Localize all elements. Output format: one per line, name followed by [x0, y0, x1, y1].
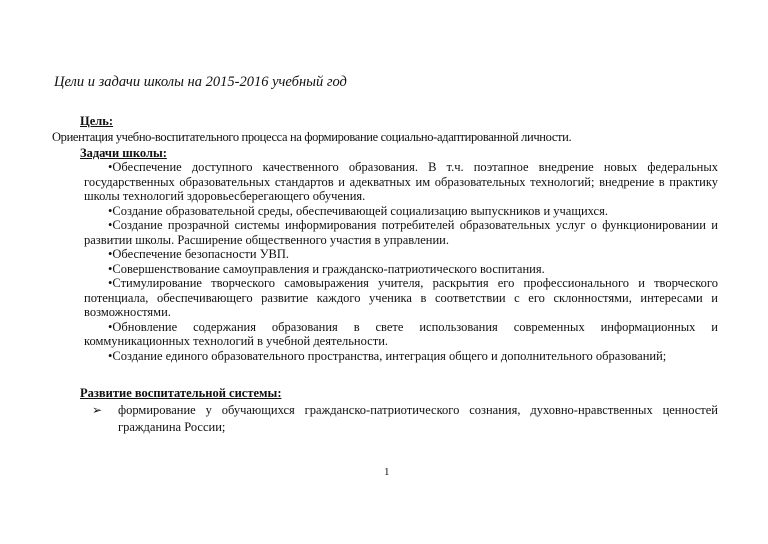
task-text: Совершенствование самоуправления и гражданско-патриотического воспитания.: [112, 261, 545, 276]
bullet-icon: •: [108, 348, 113, 363]
tasks-heading: Задачи школы:: [80, 146, 167, 160]
development-text: формирование у обучающихся гражданско-патриотического сознания, духовно-нравственных ценностей гражданина России;: [118, 403, 718, 434]
bullet-icon: •: [108, 247, 113, 261]
bullet-icon: •: [108, 261, 113, 276]
task-text: Стимулирование творческого самовыражения учителя, раскрытия его профессионального и творческого потенциала, обеспечивающего развитие каждого ученика в соответствии с его склонностями, интересами и возможностями.: [84, 276, 718, 319]
task-text: Создание прозрачной системы информирования потребителей образовательных услуг о функционировании и развитии школы. Расширение общественного участия в управлении.: [84, 218, 718, 247]
bullet-icon: •: [108, 218, 113, 232]
task-item: [84, 262, 718, 277]
task-item: [84, 160, 718, 204]
task-text: Создание образовательной среды, обеспечивающей социализацию выпускников и учащихся.: [112, 203, 608, 218]
document-title: Цели и задачи школы на 2015-2016 учебный год: [54, 74, 347, 90]
bullet-icon: •: [108, 276, 113, 290]
arrow-bullet-icon: ➢: [92, 403, 103, 417]
task-item: [84, 349, 718, 364]
task-text: Создание единого образовательного пространства, интеграция общего и дополнительного образований;: [112, 348, 667, 363]
task-item: [84, 204, 718, 219]
bullet-icon: •: [108, 319, 113, 334]
development-list: [90, 402, 718, 436]
development-heading: Развитие воспитательной системы:: [80, 386, 282, 400]
task-text: Обновление содержания образования в свете использования современных информационных и коммуникационных технологий в учебной деятельности.: [84, 319, 718, 348]
task-text: Обеспечение доступного качественного образования. В т.ч. поэтапное внедрение новых федеральных государственных образовательных стандартов и адекватных им образовательных технологий; внедрение в практику школы технологий здоровьесберегающего обучения.: [84, 160, 718, 203]
task-item: [84, 218, 718, 247]
task-item: [84, 276, 718, 320]
goal-text: Ориентация учебно-воспитательного процесса на формирование социально-адаптированной личности.: [52, 130, 572, 144]
task-item: [84, 320, 718, 349]
development-item: [90, 402, 718, 436]
task-text: Обеспечение безопасности УВП.: [112, 247, 290, 261]
task-item: [84, 247, 718, 262]
goal-heading: Цель:: [80, 114, 114, 128]
bullet-icon: •: [108, 160, 113, 174]
page-number: 1: [384, 466, 390, 478]
bullet-icon: •: [108, 203, 113, 218]
tasks-list: [84, 160, 718, 363]
